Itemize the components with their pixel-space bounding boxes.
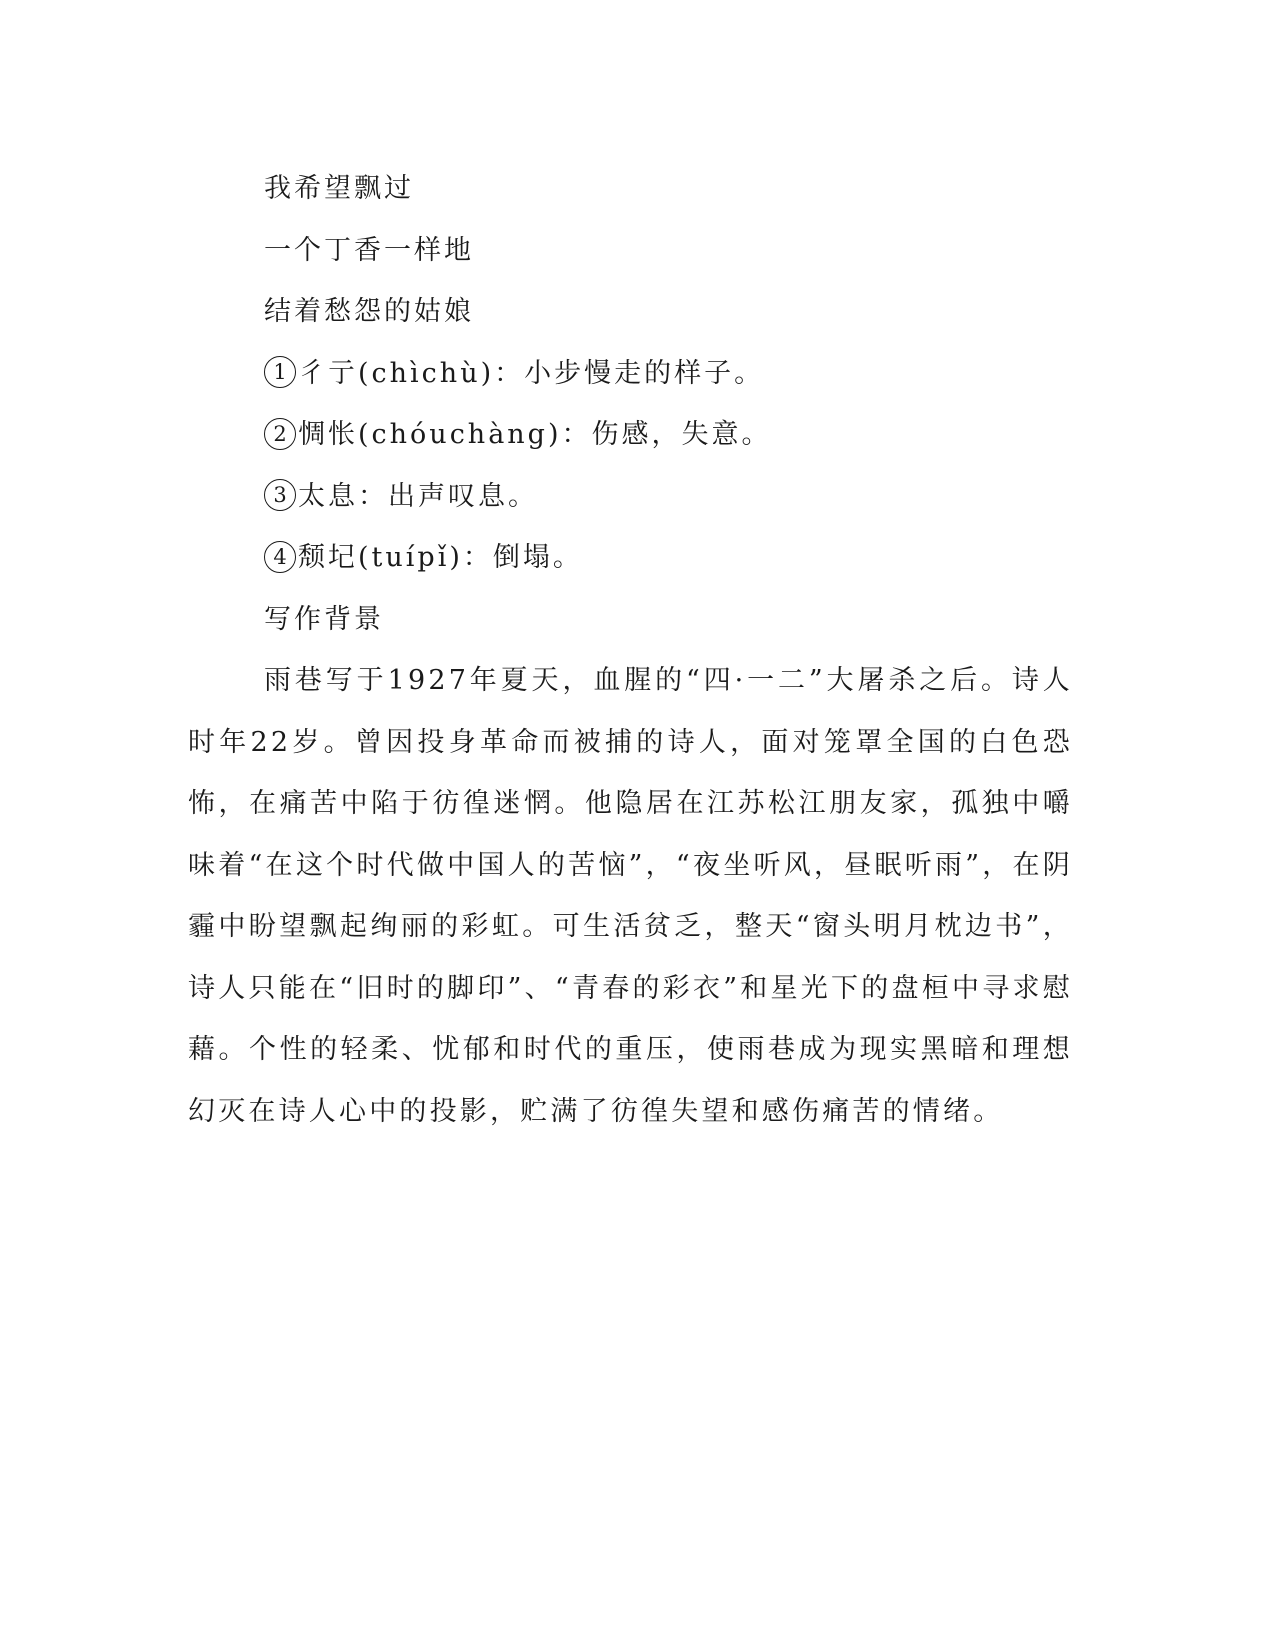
footnote-4 (188, 527, 1073, 589)
footnote-2 (188, 404, 1073, 466)
poem-line: 一个丁香一样地 (264, 234, 474, 266)
footnote-text: 惆怅(chóuchàng)：伤感，失意。 (298, 419, 772, 450)
document-content (188, 158, 1073, 1142)
footnote-number: 1 (264, 356, 296, 388)
footnote-3 (188, 466, 1073, 528)
section-heading: 写作背景 (264, 603, 384, 635)
footnote-text: 太息：出声叹息。 (298, 480, 538, 512)
footnote-text: 颓圮(tuípǐ)：倒塌。 (298, 542, 583, 573)
footnote-number: 2 (264, 418, 296, 450)
footnote-number: 3 (264, 479, 296, 511)
poem-line: 我希望飘过 (264, 173, 414, 204)
footnote-text: 彳亍(chìchù)：小步慢走的样子。 (298, 357, 765, 389)
poem-line: 结着愁怨的姑娘 (264, 296, 474, 327)
footnote-number: 4 (264, 541, 296, 573)
background-paragraph: 雨巷写于1927年夏天，血腥的“四·一二”大屠杀之后。诗人时年22岁。曾因投身革命而被捕的诗人，面对笼罩全国的白色恐怖，在痛苦中陷于彷徨迷惘。他隐居在江苏松江朋友家，孤独中嚼味着“在这个时代做中国人的苦恼”，“夜坐听风，昼眠听雨”，在阴霾中盼望飘起绚丽的彩虹。可生活贫乏，整天“窗头明月枕边书”，诗人只能在“旧时的脚印”、“青春的彩衣”和星光下的盘桓中寻求慰藉。个性的轻柔、忧郁和时代的重压，使雨巷成为现实黑暗和理想幻灭在诗人心中的投影，贮满了彷徨失望和感伤痛苦的情绪。 (188, 665, 1073, 1127)
footnote-1 (188, 343, 1073, 405)
